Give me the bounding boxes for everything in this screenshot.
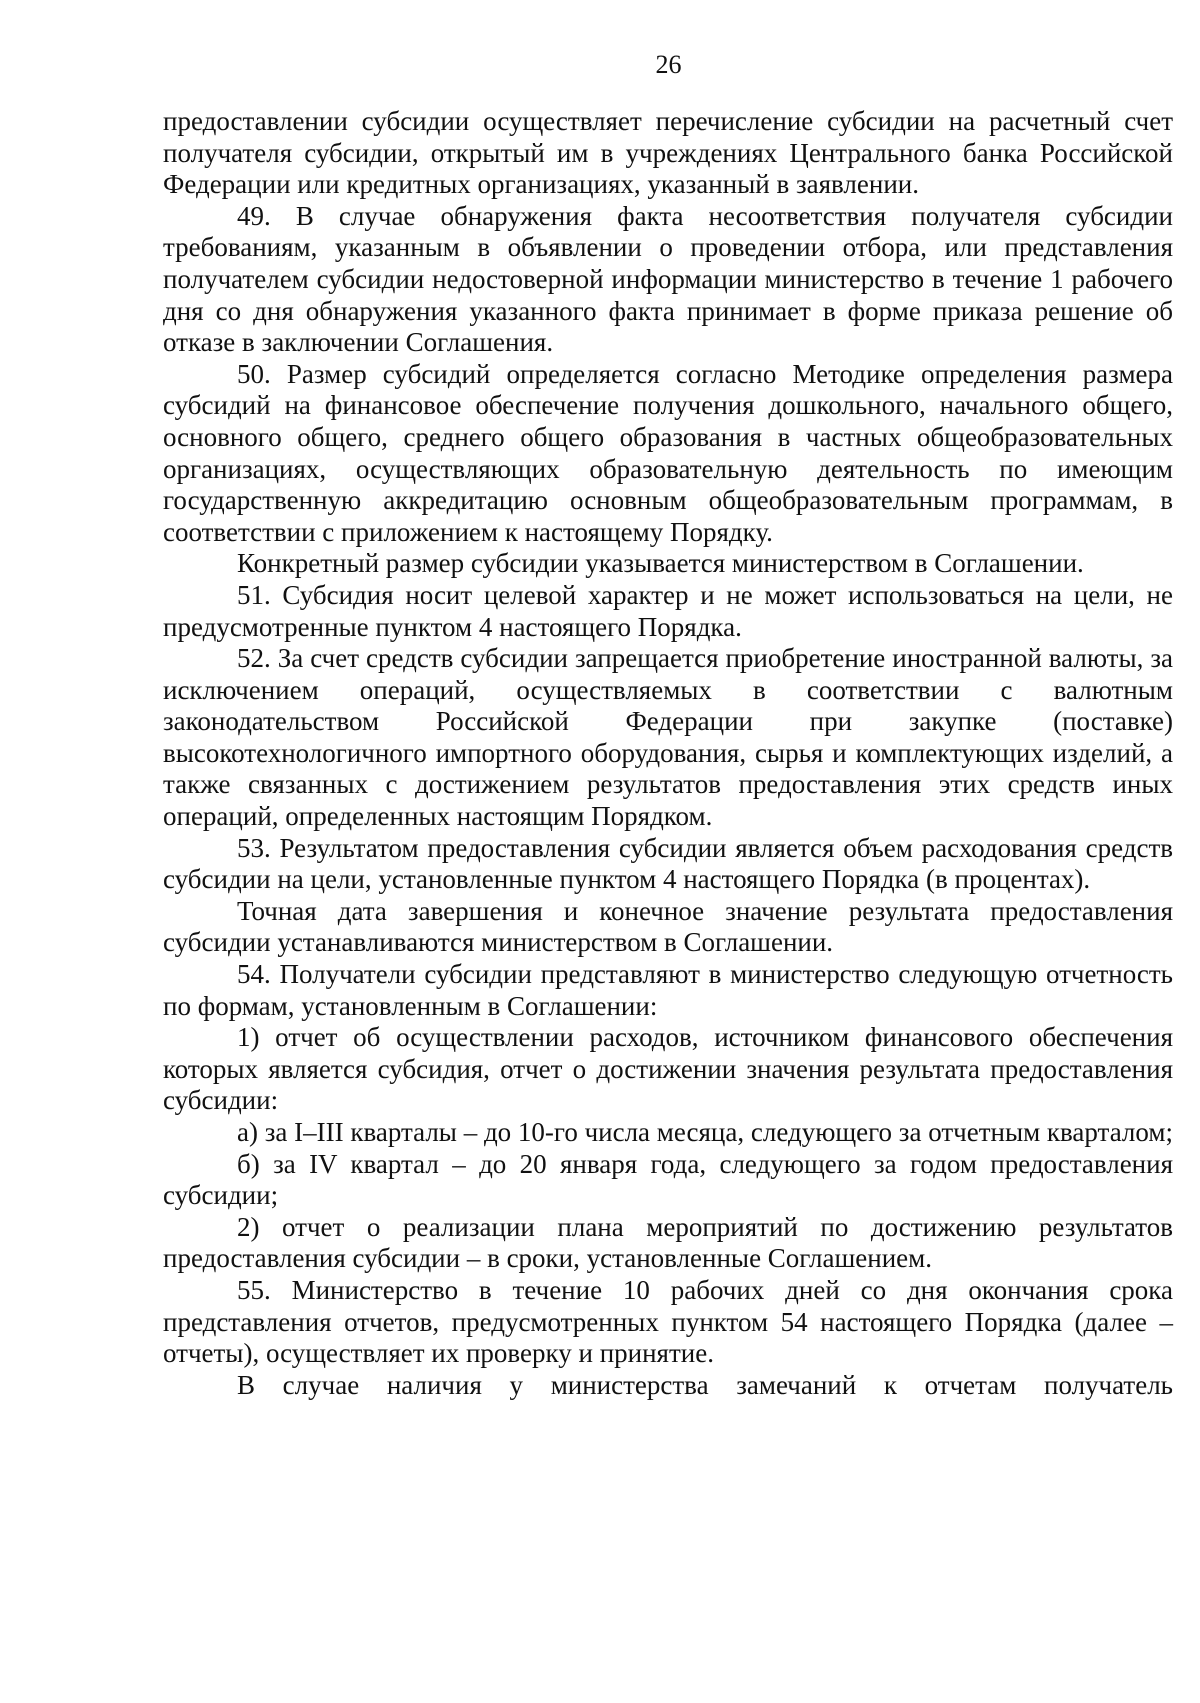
- list-item-a: а) за I–III кварталы – до 10-го числа месяца, следующего за отчетным кварталом;: [237, 1117, 1173, 1147]
- list-item-b: б) за IV квартал – до 20 января года, следующего за годом предоставления субсидии;: [163, 1148, 1173, 1211]
- paragraph: предоставлении субсидии осуществляет перечисление субсидии на расчетный счет получателя субсидии, открытый им в учреждениях Центрального банка Российской Федерации или кредитных организациях, указанный в заявлении.: [163, 106, 1173, 200]
- paragraph-55: 55. Министерство в течение 10 рабочих дней со дня окончания срока представления отчетов, предусмотренных пунктом 54 настоящего Порядка (далее – отчеты), осуществляет их проверку и принятие.: [163, 1274, 1173, 1369]
- paragraph-49: 49. В случае обнаружения факта несоответствия получателя субсидии требованиям, указанным в объявлении о проведении отбора, или представления получателем субсидии недостоверной информации министерство в течение 1 рабочего дня со дня обнаружения указанного факта принимает в форме приказа решение об отказе в заключении Соглашения.: [163, 200, 1173, 358]
- paragraph-53: 53. Результатом предоставления субсидии является объем расходования средств субсидии на цели, установленные пунктом 4 настоящего Порядка (в процентах).: [163, 832, 1173, 895]
- paragraph-51: 51. Субсидия носит целевой характер и не может использоваться на цели, не предусмотренные пунктом 4 настоящего Порядка.: [163, 579, 1173, 642]
- document-body: [163, 106, 1173, 1401]
- paragraph-50: 50. Размер субсидий определяется согласно Методике определения размера субсидий на финансовое обеспечение получения дошкольного, начального общего, основного общего, среднего общего образования в частных общеобразовательных организациях, осуществляющих образовательную деятельность по имеющим государственную аккредитацию основным общеобразовательным программам, в соответствии с приложением к настоящему Порядку.: [163, 358, 1173, 547]
- list-item-1: 1) отчет об осуществлении расходов, источником финансового обеспечения которых является субсидия, отчет о достижении значения результата предоставления субсидии:: [163, 1022, 1173, 1116]
- page-number: 26: [655, 50, 682, 79]
- paragraph: В случае наличия у министерства замечаний к отчетам получатель: [237, 1369, 1173, 1400]
- paragraph: Конкретный размер субсидии указывается министерством в Соглашении.: [237, 548, 1084, 579]
- paragraph-54: 54. Получатели субсидии представляют в министерство следующую отчетность по формам, установленным в Соглашении:: [163, 959, 1173, 1021]
- paragraph: Точная дата завершения и конечное значение результата предоставления субсидии устанавливаются министерством в Соглашении.: [163, 895, 1173, 958]
- list-item-2: 2) отчет о реализации плана мероприятий по достижению результатов предоставления субсидии – в сроки, установленные Соглашением.: [163, 1211, 1173, 1274]
- paragraph-52: 52. За счет средств субсидии запрещается приобретение иностранной валюты, за исключением операций, осуществляемых в соответствии с валютным законодательством Российской Федерации при закупке (поставке) высокотехнологичного импортного оборудования, сырья и комплектующих изделий, а также связанных с достижением результатов предоставления этих средств иных операций, определенных настоящим Порядком.: [163, 643, 1173, 832]
